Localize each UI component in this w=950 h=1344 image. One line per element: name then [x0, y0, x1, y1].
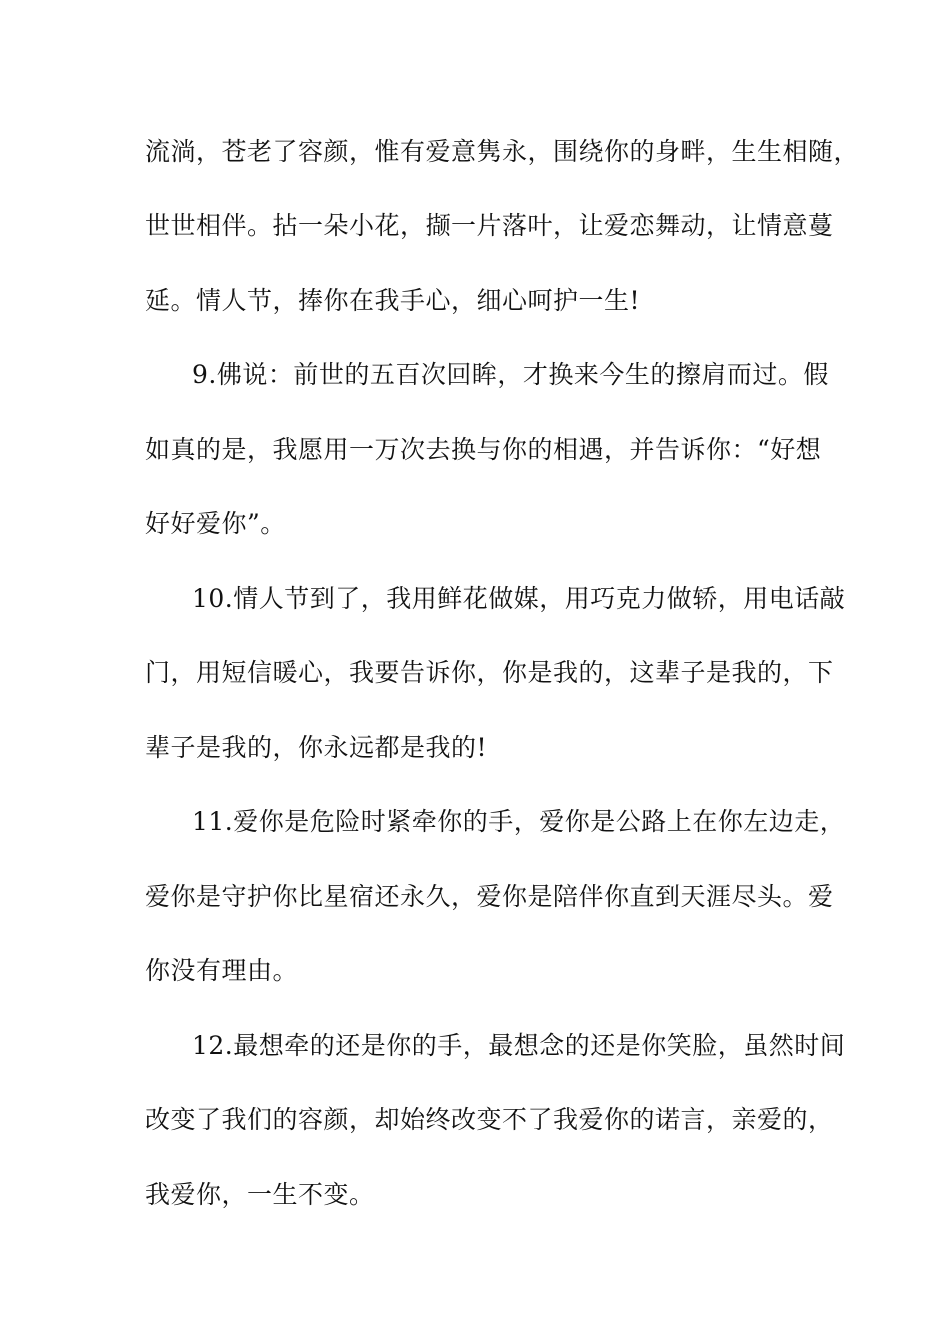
text-line-2: 世世相伴。拈一朵小花，撷一片落叶，让爱恋舞动，让情意蔓	[145, 211, 834, 240]
paragraph-11-line-2: 爱你是守护你比星宿还永久，爱你是陪伴你直到天涯尽头。爱	[145, 882, 834, 911]
paragraph-9-line-2: 如真的是，我愿用一万次去换与你的相遇，并告诉你：“好想	[145, 435, 822, 464]
paragraph-9-line-3: 好好爱你”。	[145, 509, 286, 538]
paragraph-10-line-2: 门，用短信暖心，我要告诉你，你是我的，这辈子是我的，下	[145, 658, 834, 687]
paragraph-12-line-2: 改变了我们的容颜，却始终改变不了我爱你的诺言，亲爱的，	[145, 1105, 834, 1134]
paragraph-10-line-3: 辈子是我的，你永远都是我的!	[145, 733, 488, 762]
paragraph-11-line-1: 11.爱你是危险时紧牵你的手，爱你是公路上在你左边走，	[192, 807, 846, 836]
text-line-3: 延。情人节，捧你在我手心，细心呵护一生!	[145, 286, 641, 315]
paragraph-12-line-3: 我爱你，一生不变。	[145, 1180, 375, 1209]
text-line-1: 流淌，苍老了容颜，惟有爱意隽永，围绕你的身畔，生生相随，	[145, 137, 860, 166]
paragraph-10-line-1: 10.情人节到了，我用鲜花做媒，用巧克力做轿，用电话敲	[192, 584, 846, 613]
paragraph-9-line-1: 9.佛说：前世的五百次回眸，才换来今生的擦肩而过。假	[192, 360, 829, 389]
paragraph-12-line-1: 12.最想牵的还是你的手，最想念的还是你笑脸，虽然时间	[192, 1031, 846, 1060]
paragraph-11-line-3: 你没有理由。	[145, 956, 299, 985]
